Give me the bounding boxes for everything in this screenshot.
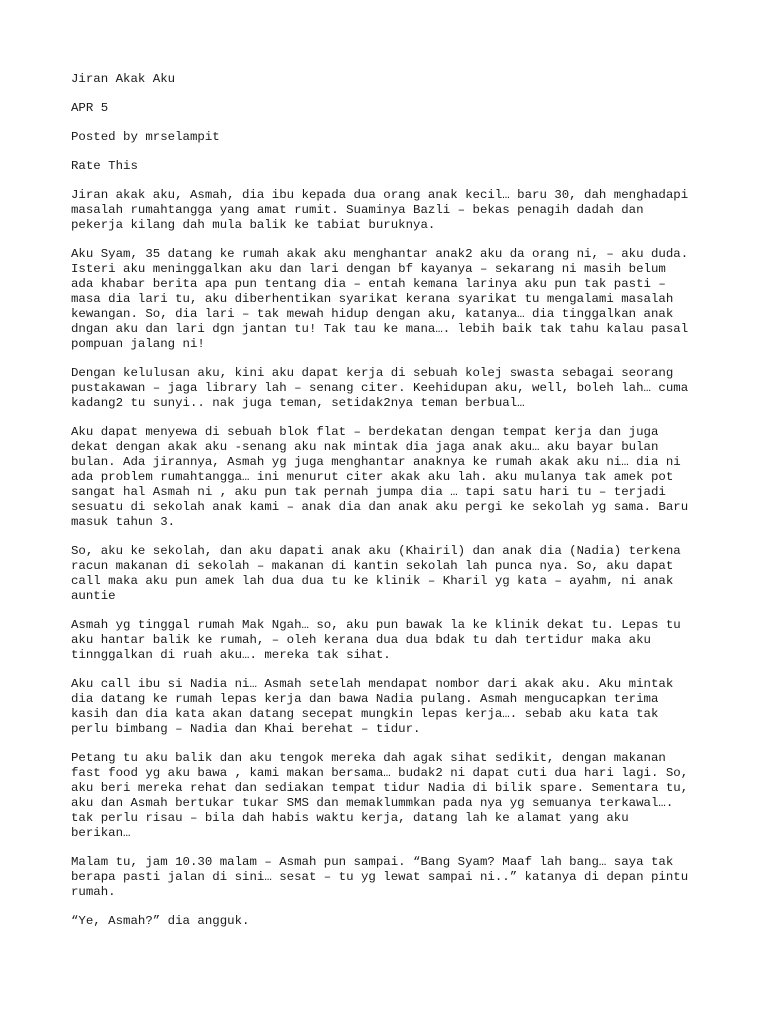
text-line: aku beri mereka rehat dan sediakan tempat tidur Nadia di bilik spare. Sementara tu,: [71, 781, 689, 795]
text-line: Asmah yg tinggal rumah Mak Ngah… so, aku pun bawak la ke klinik dekat tu. Lepas tu: [71, 618, 681, 632]
document-title: Jiran Akak Aku: [71, 72, 176, 86]
story-paragraph: [71, 751, 720, 841]
story-body: [71, 188, 720, 929]
text-line: tak perlu risau – bila dah habis waktu kerja, datang lah ke alamat yang aku: [71, 811, 629, 825]
story-paragraph: [71, 618, 720, 663]
text-line: bulan. Ada jirannya, Asmah yg juga menghantar anaknya ke rumah akak aku ni… dia ni: [71, 455, 681, 469]
text-line: kadang2 tu sunyi.. nak juga teman, setidak2nya teman berbual…: [71, 396, 525, 410]
text-line: Aku call ibu si Nadia ni… Asmah setelah mendapat nombor dari akak aku. Aku mintak: [71, 677, 674, 691]
story-paragraph: [71, 188, 720, 233]
text-line: sangat hal Asmah ni , aku pun tak pernah jumpa dia … tapi satu hari tu – terjadi: [71, 485, 666, 499]
text-line: racun makanan di sekolah – makanan di kantin sekolah lah punca nya. So, aku dapat: [71, 559, 674, 573]
post-author: Posted by mrselampit: [71, 130, 220, 144]
text-line: perlu bimbang – Nadia dan Khai berehat – tidur.: [71, 722, 421, 736]
text-line: masalah rumahtangga yang amat rumit. Suaminya Bazli – bekas penagih dadah dan: [71, 203, 644, 217]
story-paragraph: [71, 914, 720, 929]
text-line: berapa pasti jalan di sini… sesat – tu yg lewat sampai ni..” katanya di depan pintu: [71, 870, 689, 884]
text-line: So, aku ke sekolah, dan aku dapati anak aku (Khairil) dan anak dia (Nadia) terkena: [71, 544, 681, 558]
post-date: APR 5: [71, 101, 109, 115]
text-line: dngan aku dan lari dgn jantan tu! Tak tau ke mana…. lebih baik tak tahu kalau pasal: [71, 322, 689, 336]
text-line: kewangan. So, dia lari – tak mewah hidup dengan aku, katanya… dia tinggalkan anak: [71, 307, 674, 321]
text-line: pekerja kilang dah mula balik ke tabiat buruknya.: [71, 218, 436, 232]
story-paragraph: [71, 855, 720, 900]
text-line: ada problem rumahtangga… ini menurut citer akak aku lah. aku mulanya tak amek pot: [71, 470, 674, 484]
text-line: pustakawan – jaga library lah – senang citer. Keehidupan aku, well, boleh lah… cuma: [71, 381, 689, 395]
text-line: ada khabar berita apa pun tentang dia – entah kemana larinya aku pun tak pasti –: [71, 277, 666, 291]
story-paragraph: [71, 425, 720, 530]
text-line: tinnggalkan di ruah aku…. mereka tak sihat.: [71, 648, 391, 662]
text-line: fast food yg aku bawa , kami makan bersama… budak2 ni dapat cuti dua hari lagi. So,: [71, 766, 689, 780]
text-line: dekat dengan akak aku -senang aku nak mintak dia jaga anak aku… aku bayar bulan: [71, 440, 659, 454]
text-line: berikan…: [71, 826, 131, 840]
text-line: Isteri aku meninggalkan aku dan lari dengan bf kayanya – sekarang ni masih belum: [71, 262, 666, 276]
story-paragraph: [71, 544, 720, 604]
text-line: Malam tu, jam 10.30 malam – Asmah pun sampai. “Bang Syam? Maaf lah bang… saya tak: [71, 855, 674, 869]
text-line: aku dan Asmah bertukar tukar SMS dan memaklummkan pada nya yg semuanya terkawal….: [71, 796, 674, 810]
text-line: masa dia lari tu, aku diberhentikan syarikat kerana syarikat tu mengalami masalah: [71, 292, 674, 306]
text-line: aku hantar balik ke rumah, – oleh kerana dua dua bdak tu dah tertidur maka aku: [71, 633, 651, 647]
text-line: Jiran akak aku, Asmah, dia ibu kepada dua orang anak kecil… baru 30, dah menghadapi: [71, 188, 689, 202]
text-line: “Ye, Asmah?” dia angguk.: [71, 914, 250, 928]
story-paragraph: [71, 247, 720, 352]
text-line: masuk tahun 3.: [71, 515, 176, 529]
text-line: call maka aku pun amek lah dua dua tu ke klinik – Kharil yg kata – ayahm, ni anak: [71, 574, 674, 588]
text-line: rumah.: [71, 885, 116, 899]
rate-this-link[interactable]: Rate This: [71, 159, 138, 173]
text-line: auntie: [71, 589, 116, 603]
text-line: dia datang ke rumah lepas kerja dan bawa Nadia pulang. Asmah mengucapkan terima: [71, 692, 659, 706]
story-paragraph: [71, 677, 720, 737]
text-line: pompuan jalang ni!: [71, 337, 205, 351]
text-line: Dengan kelulusan aku, kini aku dapat kerja di sebuah kolej swasta sebagai seorang: [71, 366, 674, 380]
text-line: kasih dan dia kata akan datang secepat mungkin lepas kerja…. sebab aku kata tak: [71, 707, 659, 721]
text-line: Aku Syam, 35 datang ke rumah akak aku menghantar anak2 aku da orang ni, – aku duda.: [71, 247, 689, 261]
text-line: Aku dapat menyewa di sebuah blok flat – berdekatan dengan tempat kerja dan juga: [71, 425, 659, 439]
text-line: Petang tu aku balik dan aku tengok mereka dah agak sihat sedikit, dengan makanan: [71, 751, 666, 765]
story-paragraph: [71, 366, 720, 411]
text-line: sesuatu di sekolah anak kami – anak dia dan anak aku pergi ke sekolah yg sama. Baru: [71, 500, 689, 514]
